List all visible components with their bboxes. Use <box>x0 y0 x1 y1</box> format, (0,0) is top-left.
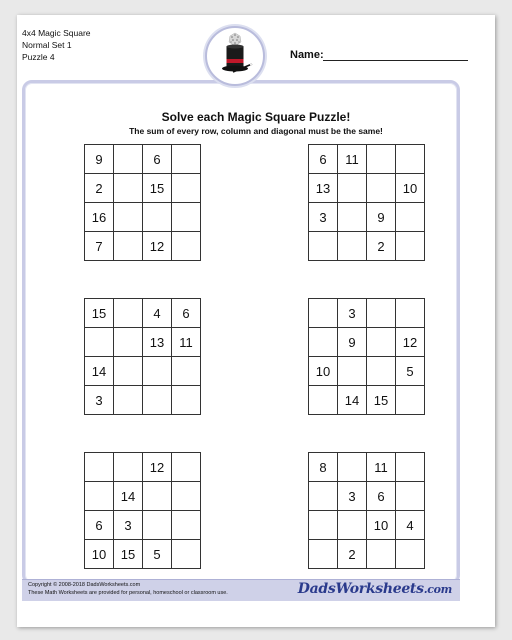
grid-cell <box>309 511 338 540</box>
magic-square-2 <box>308 144 425 261</box>
grid-cell <box>396 299 425 328</box>
grid-cell: 6 <box>85 511 114 540</box>
brand-tld: .com <box>423 583 452 596</box>
grid-cell <box>114 174 143 203</box>
grid-cell <box>338 511 367 540</box>
grid-cell: 14 <box>338 386 367 415</box>
grid-cell <box>172 482 201 511</box>
grid-cell: 9 <box>367 203 396 232</box>
usage-note: These Math Worksheets are provided for personal, homeschool or classroom use. <box>28 590 228 596</box>
worksheet-info <box>22 27 91 63</box>
grid-cell: 6 <box>143 145 172 174</box>
set-name: Normal Set 1 <box>22 40 72 50</box>
name-line <box>323 60 468 61</box>
grid-cell: 3 <box>309 203 338 232</box>
grid-cell <box>172 174 201 203</box>
grid-cell <box>309 232 338 261</box>
grid-cell: 8 <box>309 453 338 482</box>
footer-bar <box>22 579 460 601</box>
grid-cell: 3 <box>338 482 367 511</box>
grid-cell <box>172 203 201 232</box>
grid-cell: 15 <box>143 174 172 203</box>
grid-cell <box>114 299 143 328</box>
grid-cell: 12 <box>143 232 172 261</box>
brand-main: DadsWorksheets <box>297 581 424 597</box>
grid-cell: 6 <box>172 299 201 328</box>
grid-cell: 7 <box>85 232 114 261</box>
grid-cell: 15 <box>114 540 143 569</box>
grid-cell: 6 <box>367 482 396 511</box>
grid-cell: 5 <box>143 540 172 569</box>
grid-cell <box>396 145 425 174</box>
grid-cell: 12 <box>143 453 172 482</box>
grid-cell: 12 <box>396 328 425 357</box>
grid-cell: 14 <box>85 357 114 386</box>
grid-cell: 5 <box>396 357 425 386</box>
grid-cell <box>172 145 201 174</box>
grid-cell: 3 <box>114 511 143 540</box>
grid-cell <box>309 328 338 357</box>
grid-cell: 14 <box>114 482 143 511</box>
grid-cell <box>143 511 172 540</box>
grid-cell <box>396 453 425 482</box>
grid-cell <box>114 203 143 232</box>
grid-cell: 4 <box>143 299 172 328</box>
grid-cell <box>114 386 143 415</box>
grid-cell <box>114 453 143 482</box>
grid-cell: 10 <box>396 174 425 203</box>
magic-square-1 <box>84 144 201 261</box>
grid-cell: 2 <box>367 232 396 261</box>
grid-cell <box>309 386 338 415</box>
grid-cell <box>367 299 396 328</box>
grid-cell <box>367 174 396 203</box>
magic-hat-icon <box>205 26 265 86</box>
grid-cell <box>114 145 143 174</box>
grid-cell: 10 <box>85 540 114 569</box>
grid-cell <box>367 145 396 174</box>
grid-cell <box>114 357 143 386</box>
grid-cell <box>396 386 425 415</box>
grid-cell: 10 <box>367 511 396 540</box>
grid-cell <box>172 386 201 415</box>
grid-cell <box>396 482 425 511</box>
grid-cell <box>396 540 425 569</box>
instructions-subtitle: The sum of every row, column and diagonal must be the same! <box>129 126 383 136</box>
grid-cell <box>143 357 172 386</box>
grid-cell <box>396 232 425 261</box>
worksheet-title: 4x4 Magic Square <box>22 28 91 38</box>
grid-cell: 3 <box>338 299 367 328</box>
magic-square-4 <box>308 298 425 415</box>
grid-cell <box>172 511 201 540</box>
grid-cell <box>114 232 143 261</box>
grid-cell: 2 <box>85 174 114 203</box>
grid-cell <box>338 453 367 482</box>
grid-cell: 10 <box>309 357 338 386</box>
grid-cell: 6 <box>309 145 338 174</box>
grid-cell: 15 <box>85 299 114 328</box>
grid-cell: 13 <box>143 328 172 357</box>
grid-cell: 9 <box>85 145 114 174</box>
copyright-text: Copyright © 2008-2018 DadsWorksheets.com <box>28 582 141 588</box>
brand-logo <box>298 581 452 597</box>
magic-square-6 <box>308 452 425 569</box>
grid-cell <box>143 482 172 511</box>
grid-cell <box>143 386 172 415</box>
name-label: Name: <box>290 49 324 61</box>
instructions-title: Solve each Magic Square Puzzle! <box>161 110 351 124</box>
grid-cell <box>309 299 338 328</box>
grid-cell: 11 <box>338 145 367 174</box>
magic-square-5 <box>84 452 201 569</box>
grid-cell: 15 <box>367 386 396 415</box>
grid-cell <box>85 328 114 357</box>
grid-cell <box>143 203 172 232</box>
grid-cell: 11 <box>172 328 201 357</box>
grid-cell: 16 <box>85 203 114 232</box>
grid-cell <box>338 357 367 386</box>
grid-cell: 11 <box>367 453 396 482</box>
grid-cell <box>338 174 367 203</box>
grid-cell: 3 <box>85 386 114 415</box>
puzzle-label: Puzzle 4 <box>22 52 55 62</box>
grid-cell <box>367 357 396 386</box>
grid-cell <box>172 357 201 386</box>
grid-cell <box>338 232 367 261</box>
grid-cell <box>85 453 114 482</box>
grid-cell <box>172 453 201 482</box>
grid-cell <box>309 482 338 511</box>
grid-cell: 2 <box>338 540 367 569</box>
magic-square-3 <box>84 298 201 415</box>
grid-cell <box>338 203 367 232</box>
grid-cell <box>172 540 201 569</box>
grid-cell: 9 <box>338 328 367 357</box>
grid-cell <box>396 203 425 232</box>
grid-cell: 4 <box>396 511 425 540</box>
grid-cell <box>172 232 201 261</box>
grid-cell <box>309 540 338 569</box>
grid-cell <box>367 328 396 357</box>
grid-cell: 13 <box>309 174 338 203</box>
grid-cell <box>85 482 114 511</box>
grid-cell <box>114 328 143 357</box>
grid-cell <box>367 540 396 569</box>
